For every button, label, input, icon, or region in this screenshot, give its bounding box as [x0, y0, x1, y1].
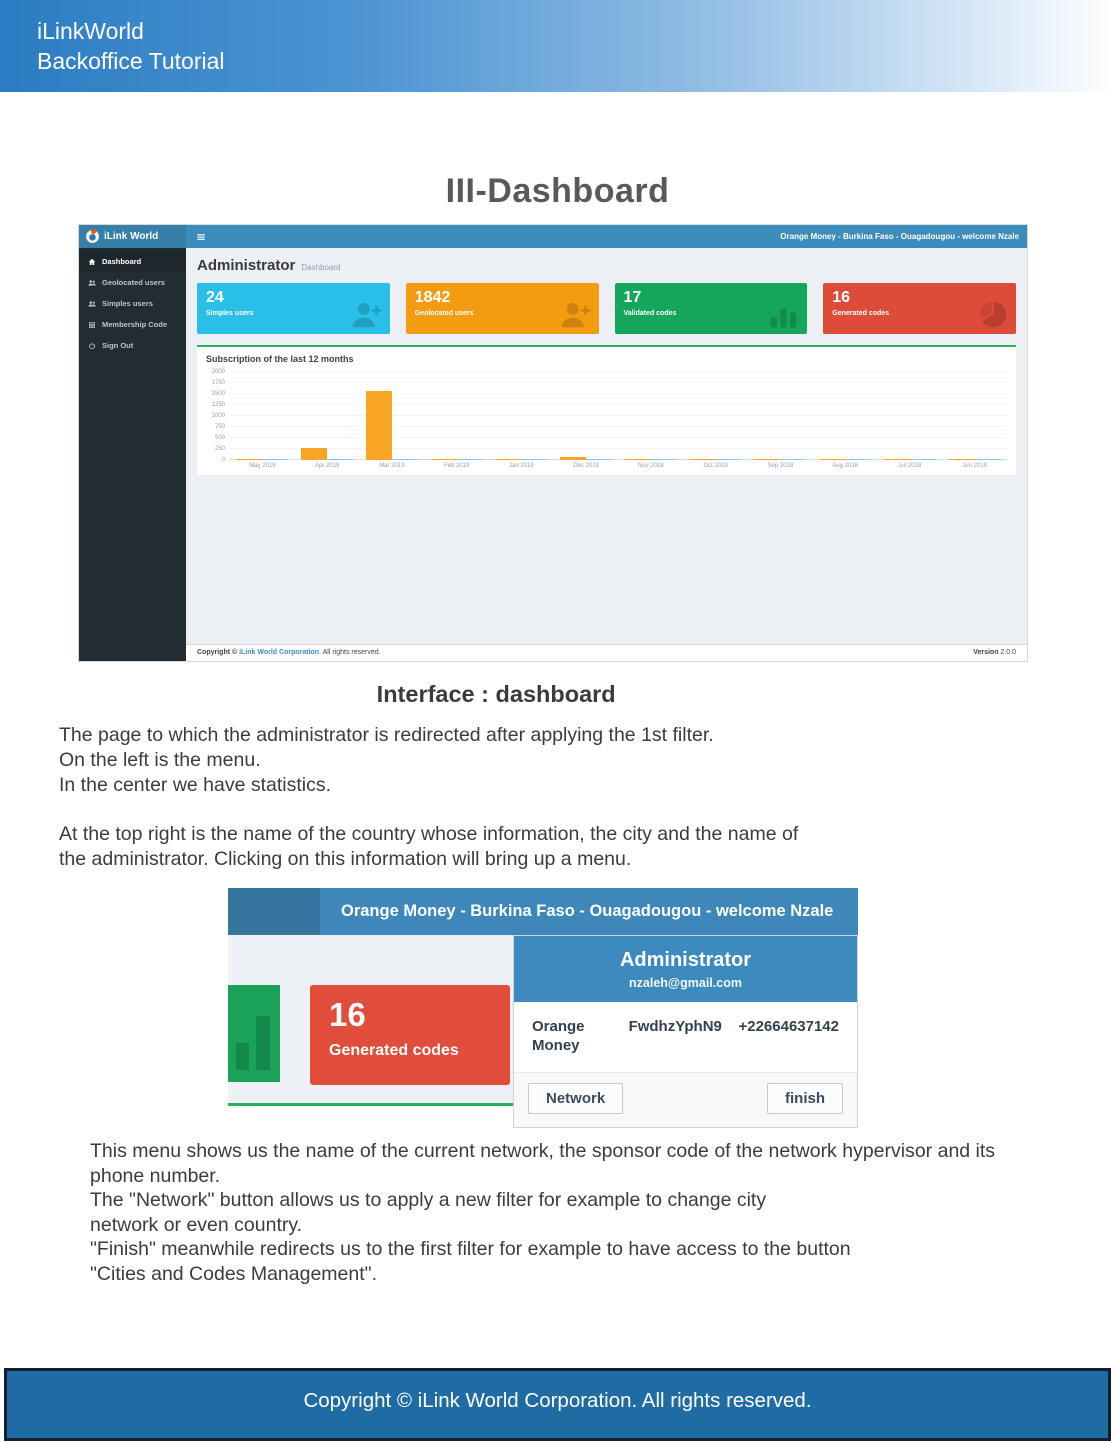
bar-secondary [262, 459, 288, 460]
topbar-user-info[interactable]: Orange Money - Burkina Faso - Ouagadougou - welcome Nzale [780, 232, 1019, 241]
x-tick-label: Feb 2019 [443, 463, 470, 469]
bar-secondary [716, 459, 742, 460]
stat-value: 16 [832, 289, 851, 306]
bar-subscriptions [301, 448, 327, 460]
dashboard-topbar [79, 225, 1027, 248]
chart-box-top-border [228, 1103, 513, 1106]
dashboard-navbar [186, 225, 1027, 248]
bar-group-oct-2018 [683, 459, 748, 460]
bar-group-mar-2019 [360, 391, 425, 460]
bar-subscriptions [560, 457, 586, 460]
bar-subscriptions [884, 459, 910, 460]
dashboard-main [186, 248, 1027, 661]
version-label: Version [973, 649, 999, 656]
y-tick-label: 1500 [211, 391, 225, 397]
bar-chart-icon [767, 298, 800, 331]
copyright-suffix: . All rights reserved. [319, 649, 381, 656]
bar-secondary [975, 459, 1001, 460]
dashboard-copyright [197, 649, 381, 656]
text-line: This menu shows us the name of the current network, the sponsor code of the network hypervisor and its [90, 1140, 996, 1162]
company-link[interactable]: iLink World Corporation [239, 649, 320, 656]
network-name: Orange Money [532, 1018, 585, 1054]
x-tick-label: Dec 2018 [573, 463, 599, 469]
x-tick-label: Jul 2018 [898, 463, 922, 469]
sidebar-item-label: Simples users [102, 299, 153, 308]
bar-group-jun-2018 [942, 459, 1007, 460]
banner-line1: iLinkWorld [37, 18, 144, 44]
validated-codes-card-partial [228, 985, 280, 1082]
page-footer: Copyright © iLink World Corporation. All rights reserved. [4, 1368, 1111, 1441]
text-line: network or even country. [90, 1213, 303, 1236]
x-tick-label: Aug 2018 [832, 463, 858, 469]
x-tick-label: Jun 2018 [962, 463, 987, 469]
bar-subscriptions [819, 459, 845, 460]
globe-pin-icon [86, 230, 99, 243]
bar-secondary [845, 459, 871, 460]
dashboard-content [186, 248, 1027, 644]
stat-card-generated-codes [823, 283, 1016, 334]
bar-secondary [910, 459, 936, 460]
page-title: Administrator [197, 257, 296, 274]
bar-group-aug-2018 [813, 459, 878, 460]
paragraph-1 [59, 723, 714, 798]
bar-group-jul-2018 [878, 459, 943, 460]
sidebar [79, 248, 186, 661]
dropdown-header [514, 936, 857, 1002]
power-icon [88, 342, 96, 350]
paragraph-3 [90, 1139, 995, 1287]
paragraph-2 [59, 822, 798, 872]
menu-shot-content [228, 935, 858, 1128]
sidebar-item-membership-code[interactable] [79, 314, 186, 335]
brand-logo[interactable] [79, 225, 186, 248]
bar-subscriptions [366, 391, 392, 460]
sidebar-item-simples-users[interactable] [79, 293, 186, 314]
users-icon [88, 300, 96, 308]
stat-label: Generated codes [832, 310, 890, 317]
stat-cards-row [197, 283, 1016, 334]
bar-subscriptions [495, 459, 521, 460]
sidebar-item-dashboard[interactable] [79, 251, 186, 272]
generated-codes-card [310, 985, 510, 1085]
menu-shot-topbar [228, 888, 858, 935]
page-subtitle: Dashboard [301, 263, 341, 272]
stat-value: 24 [206, 289, 224, 306]
bar-secondary [327, 459, 353, 460]
brand-name: iLink World [104, 231, 159, 242]
dropdown-footer [514, 1072, 857, 1127]
bar-subscriptions [236, 459, 262, 460]
dashboard-footer [186, 644, 1027, 661]
stat-label: Generated codes [329, 1042, 459, 1059]
x-tick-label: Mar 2019 [379, 463, 405, 469]
text-line: At the top right is the name of the country whose information, the city and the name of [59, 823, 799, 845]
dropdown-title: Administrator [619, 949, 752, 971]
users-icon [88, 279, 96, 287]
version-value: 2.0.0 [998, 649, 1016, 656]
table-icon [88, 321, 96, 329]
text-line: phone number. [90, 1164, 221, 1187]
dropdown-email: nzaleh@gmail.com [629, 976, 742, 990]
finish-button[interactable]: finish [767, 1083, 843, 1114]
admin-dropdown-menu [513, 935, 858, 1128]
text-line: The page to which the administrator is redirected after applying the 1st filter. [59, 724, 714, 746]
bar-group-may-2019 [230, 459, 295, 460]
chart-title: Subscription of the last 12 months [206, 354, 354, 364]
content-header [197, 257, 1016, 274]
bar-group-dec-2018 [554, 457, 619, 460]
network-button[interactable]: Network [528, 1083, 623, 1114]
y-tick-label: 750 [214, 424, 225, 430]
x-tick-label: Jan 2019 [509, 463, 534, 469]
bar-secondary [651, 459, 677, 460]
stat-label: Geolocated users [414, 310, 474, 317]
text-line: "Cities and Codes Management". [90, 1262, 377, 1285]
text-line: The "Network" button allows us to apply a new filter for example to change city [90, 1189, 767, 1212]
sidebar-item-label: Sign Out [102, 341, 134, 350]
chart [206, 369, 1007, 463]
menu-shot-topbar-left [228, 888, 320, 935]
x-tick-label: Apr 2019 [314, 463, 340, 469]
bar-secondary [780, 459, 806, 460]
sidebar-item-sign-out[interactable] [79, 335, 186, 356]
x-tick-label: Nov 2018 [638, 463, 664, 469]
bar-subscriptions [431, 459, 457, 460]
bar-group-feb-2019 [424, 459, 489, 460]
user-plus-icon [559, 298, 592, 331]
home-icon [88, 258, 96, 266]
dropdown-body [514, 1002, 857, 1072]
dashboard-body [79, 248, 1027, 661]
sidebar-item-label: Dashboard [102, 257, 142, 266]
user-plus-icon [350, 298, 383, 331]
bar-subscriptions [690, 459, 716, 460]
text-line: the administrator. Clicking on this information will bring up a menu. [59, 848, 632, 870]
bar-subscriptions [754, 459, 780, 460]
bar-group-jan-2019 [489, 459, 554, 460]
y-tick-label: 500 [214, 435, 225, 441]
dashboard-version [973, 649, 1016, 656]
banner-line2: Backoffice Tutorial [37, 48, 225, 74]
stat-card-simples-users [197, 283, 390, 334]
bar-chart-icon [256, 1016, 270, 1070]
bar-secondary [392, 459, 418, 460]
x-tick-label: Oct 2018 [703, 463, 728, 469]
tutorial-banner [0, 0, 1115, 92]
bar-subscriptions [625, 459, 651, 460]
text-line: In the center we have statistics. [59, 774, 332, 796]
stat-card-geolocated-users [406, 283, 599, 334]
y-tick-label: 250 [214, 446, 225, 452]
bar-secondary [457, 459, 483, 460]
bar-chart-icon [236, 1043, 249, 1070]
menu-shot-user-info[interactable]: Orange Money - Burkina Faso - Ouagadougou - welcome Nzale [341, 902, 834, 920]
bar-group-apr-2019 [295, 448, 360, 460]
y-tick-label: 0 [221, 457, 225, 463]
bar-group-nov-2018 [619, 459, 684, 460]
sidebar-item-label: Geolocated users [102, 278, 165, 287]
chart-box [197, 345, 1016, 475]
sponsor-code: FwdhzYphN9 [628, 1018, 722, 1035]
stat-label: Validated codes [623, 310, 677, 317]
phone-number: +22664637142 [738, 1018, 839, 1035]
stat-value: 16 [329, 996, 366, 1033]
stat-value: 1842 [414, 289, 451, 306]
bar-secondary [521, 459, 547, 460]
y-tick-label: 1250 [211, 402, 225, 408]
text-line: On the left is the menu. [59, 749, 261, 771]
user-menu-screenshot [228, 888, 858, 1128]
bar-subscriptions [949, 459, 975, 460]
dashboard-screenshot [78, 224, 1028, 662]
hamburger-icon[interactable] [196, 232, 206, 242]
stat-value: 17 [623, 289, 642, 306]
bar-secondary [586, 459, 612, 460]
stat-label: Simples users [206, 310, 254, 317]
y-tick-label: 2000 [211, 369, 225, 375]
y-tick-label: 1000 [211, 413, 225, 419]
sidebar-item-geolocated-users[interactable] [79, 272, 186, 293]
chart-y-axis [206, 369, 230, 463]
sidebar-item-label: Membership Code [102, 320, 168, 329]
section-heading: Interface : dashboard [376, 681, 616, 707]
pie-chart-icon [976, 298, 1009, 331]
y-tick-label: 1750 [211, 380, 225, 386]
x-tick-label: May 2019 [249, 463, 276, 469]
copyright-prefix: Copyright © [197, 649, 240, 656]
text-line: "Finish" meanwhile redirects us to the first filter for example to have access to the button [90, 1238, 851, 1261]
chart-x-axis [230, 463, 1007, 469]
bar-group-sep-2018 [748, 459, 813, 460]
bar-series [230, 372, 1007, 460]
chart-plot-area [230, 372, 1007, 460]
doc-title: III-Dashboard [445, 172, 670, 210]
stat-card-validated-codes [615, 283, 808, 334]
x-tick-label: Sep 2018 [767, 463, 794, 469]
